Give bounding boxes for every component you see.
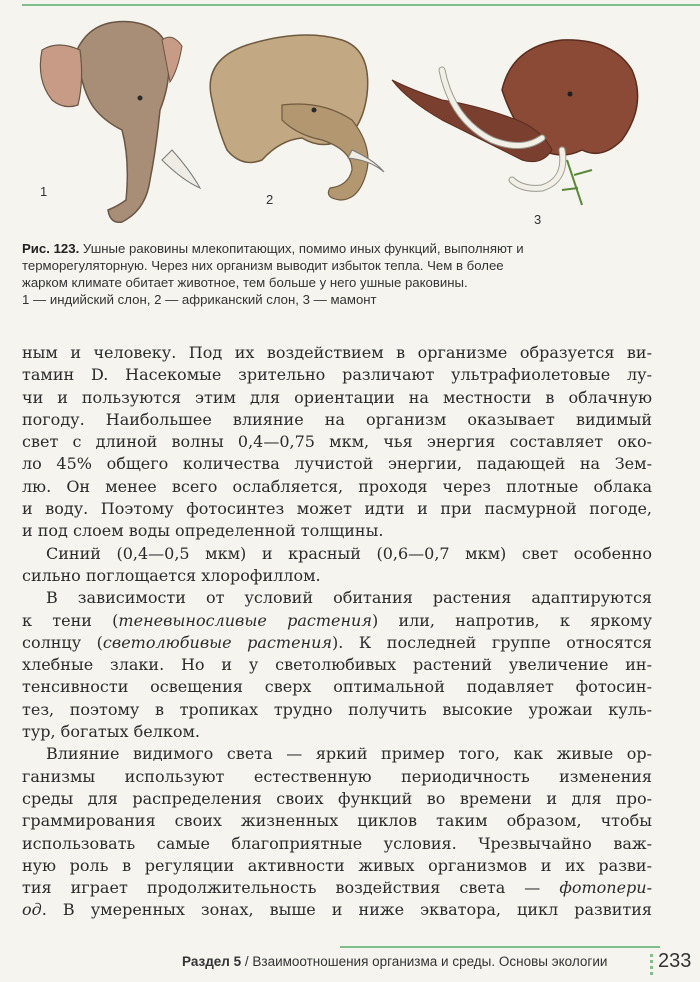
term-shade-tolerant: теневыносливые растения <box>118 610 372 630</box>
paragraph: Влияние видимого света — яркий пример того, как живые ор- ганизмы используют естественную периодичность изменения среды для распределения своих функций во времени и для про- граммирования своих жизненных циклов таким образом, чтобы использовать самые благоприятные условия. Чрезвычайно важ- ную роль в регуляции активности живых организмов и их разви- тия играет продолжительность воздействия света — фотопери- од. В умеренных зонах, выше и ниже экватора, цикл развития <box>22 744 652 920</box>
african-elephant-illustration <box>210 35 384 200</box>
caption-line: терморегуляторную. Через них организм выводит избыток тепла. Чем в более <box>22 258 504 273</box>
figure-label-3: 3 <box>534 212 542 227</box>
page-footer <box>182 950 692 978</box>
top-rule <box>22 4 700 6</box>
section-title: / Взаимоотношения организма и среды. Основы экологии <box>241 954 608 969</box>
paragraph: ным и человеку. Под их воздействием в организме образуется ви- тамин D. Насекомые зрительно различают ультрафиолетовые лу- чи и пользуются этим для ориентации на местности в облачную погоду. Наибольшее влияние на организм оказывает видимый свет с длиной волны 0,4—0,75 мкм, чья энергия составляет око- ло 45% общего количества лучистой энергии, падающей на Зем- лю. Он менее всего ослабляется, проходя через плотные облака и воду. Поэтому фотосинтез может идти и при пасмурной погоде, и под слоем воды определенной толщины. <box>22 343 652 541</box>
caption-line: Рис. 123. Ушные раковины млекопитающих, помимо иных функций, выполняют и <box>22 241 524 256</box>
elephant-ears-figure <box>22 10 682 238</box>
figure-caption <box>22 240 662 308</box>
caption-line: жарком климате обитает животное, тем больше у него ушные раковины. <box>22 275 468 290</box>
dotted-separator <box>650 954 653 976</box>
paragraph: В зависимости от условий обитания растения адаптируются к тени (теневыносливые растения) или, напротив, к яркому солнцу (светолюбивые растения). К последней группе относятся хлебные злаки. Но и у светолюбивых растений увеличение ин- тенсивности освещения сверх оптимальной подавляет фотосин- тез, поэтому в тропиках трудно получить высокие урожаи куль- тур, богатых белком. <box>22 588 653 742</box>
paragraph: Синий (0,4—0,5 мкм) и красный (0,6—0,7 мкм) свет особенно сильно поглощается хлорофиллом. <box>22 543 652 585</box>
term-photoperiod: фотопери- <box>559 878 652 898</box>
section-label: Раздел 5 <box>182 954 242 969</box>
indian-elephant-illustration <box>40 22 200 223</box>
page-number: 233 <box>658 950 692 972</box>
caption-number: Рис. 123. <box>22 241 80 256</box>
mammoth-illustration <box>392 40 638 205</box>
footer-rule <box>340 946 660 948</box>
term-light-loving: светолюбивые растения <box>102 632 332 652</box>
figure-label-2: 2 <box>266 192 274 207</box>
caption-line: 1 — индийский слон, 2 — африканский слон, 3 — мамонт <box>22 292 377 307</box>
body-text <box>22 342 652 922</box>
figure-label-1: 1 <box>40 184 48 199</box>
